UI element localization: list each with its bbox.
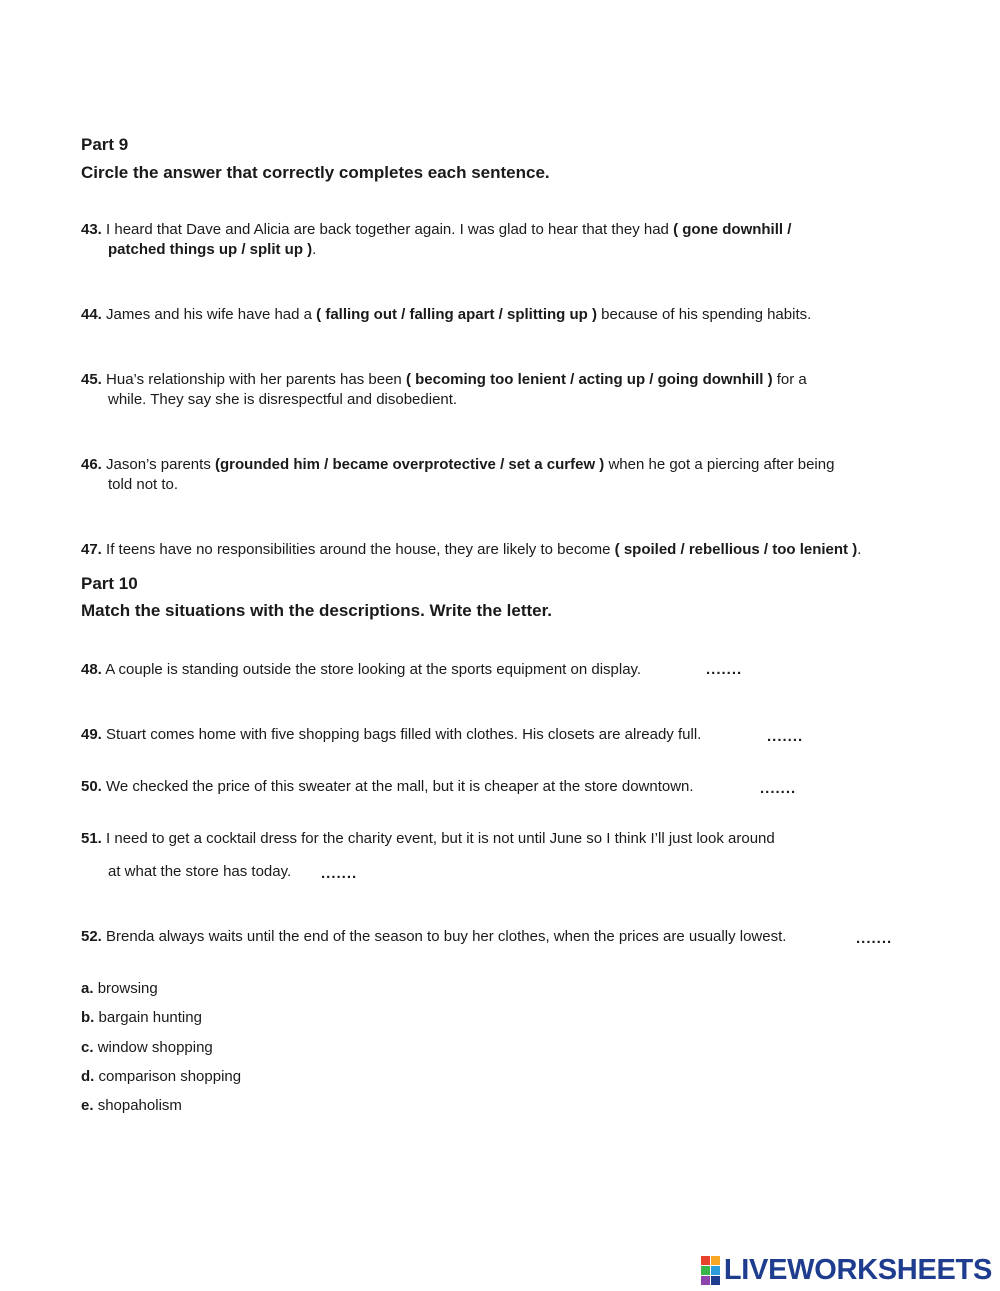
logo-text: LIVEWORKSHEETS [723, 1254, 992, 1286]
answer-choices[interactable]: ( spoiled / rebellious / too lenient ) [614, 541, 858, 558]
logo-block [711, 1266, 720, 1275]
question-text: at what the store has today. [108, 863, 292, 880]
question-51-line-1 [81, 829, 775, 849]
option-letter: e. [81, 1097, 94, 1114]
answer-choices[interactable]: (grounded him / became overprotective / set a curfew ) [215, 456, 605, 473]
option-letter: a. [81, 980, 94, 997]
option-text: window shopping [97, 1039, 213, 1056]
part-9-title: Part 9 [81, 135, 129, 154]
question-45-line-1 [81, 370, 807, 390]
part-9-instruction: Circle the answer that correctly completes each sentence. [81, 163, 550, 182]
answer-choices[interactable]: patched things up / split up ) [108, 241, 313, 258]
answer-blank-48[interactable]: ....... [706, 661, 743, 678]
question-text: told not to. [108, 476, 179, 493]
question-text: I heard that Dave and Alicia are back together again. I was glad to hear that they had [106, 221, 674, 238]
question-52 [81, 927, 786, 947]
logo-block [701, 1276, 710, 1285]
part-10-instruction: Match the situations with the descriptions. Write the letter. [81, 601, 553, 620]
option-text: comparison shopping [98, 1068, 242, 1085]
question-text: I need to get a cocktail dress for the charity event, but it is not until June so I think I’ll just look around [106, 830, 775, 847]
option-e [81, 1097, 182, 1114]
answer-choices[interactable]: ( becoming too lenient / acting up / going downhill ) [405, 371, 773, 388]
question-number: 45. [81, 371, 102, 388]
question-number: 43. [81, 221, 102, 238]
logo-block [711, 1276, 720, 1285]
question-50 [81, 777, 694, 797]
logo-block [701, 1266, 710, 1275]
question-number: 47. [81, 541, 102, 558]
question-text: because of his spending habits. [596, 306, 812, 323]
question-text: for a [772, 371, 807, 388]
question-number: 50. [81, 778, 102, 795]
question-number: 49. [81, 726, 102, 743]
question-46-line-2 [108, 475, 178, 495]
question-45-line-2 [108, 390, 457, 410]
question-49 [81, 725, 701, 745]
answer-choices[interactable]: ( gone downhill / [673, 221, 792, 238]
question-text: when he got a piercing after being [604, 456, 835, 473]
option-letter: d. [81, 1068, 95, 1085]
part-10-title: Part 10 [81, 574, 138, 593]
answer-blank-49[interactable]: ....... [767, 728, 804, 745]
option-a [81, 980, 158, 997]
question-46-line-1 [81, 455, 834, 475]
option-c [81, 1039, 213, 1056]
option-d [81, 1068, 241, 1085]
question-number: 46. [81, 456, 102, 473]
option-letter: b. [81, 1009, 95, 1026]
question-text: Hua’s relationship with her parents has been [106, 371, 406, 388]
question-text: James and his wife have had a [106, 306, 317, 323]
logo-blocks-icon [701, 1256, 720, 1285]
question-47 [81, 540, 861, 560]
answer-blank-52[interactable]: ....... [856, 930, 893, 947]
option-text: shopaholism [97, 1097, 182, 1114]
option-b [81, 1009, 202, 1026]
liveworksheets-logo [701, 1254, 992, 1287]
question-number: 52. [81, 928, 102, 945]
question-text: Stuart comes home with five shopping bags filled with clothes. His closets are already full. [106, 726, 702, 743]
question-text: If teens have no responsibilities around the house, they are likely to become [106, 541, 615, 558]
question-text: Jason’s parents [106, 456, 215, 473]
question-text: A couple is standing outside the store looking at the sports equipment on display. [105, 661, 642, 678]
question-text: Brenda always waits until the end of the season to buy her clothes, when the prices are usually lowest. [106, 928, 787, 945]
question-48 [81, 660, 641, 680]
question-44 [81, 305, 811, 325]
question-text: while. They say she is disrespectful and disobedient. [108, 391, 458, 408]
option-text: bargain hunting [98, 1009, 202, 1026]
answer-blank-50[interactable]: ....... [760, 780, 797, 797]
option-letter: c. [81, 1039, 94, 1056]
question-number: 48. [81, 661, 102, 678]
answer-choices[interactable]: ( falling out / falling apart / splitting up ) [316, 306, 597, 323]
answer-blank-51[interactable]: ....... [321, 865, 358, 882]
question-43-line-2 [108, 240, 316, 260]
logo-block [711, 1256, 720, 1265]
question-text: We checked the price of this sweater at the mall, but it is cheaper at the store downtown. [106, 778, 694, 795]
logo-block [701, 1256, 710, 1265]
question-number: 44. [81, 306, 102, 323]
question-text: . [857, 541, 862, 558]
question-number: 51. [81, 830, 102, 847]
question-43-line-1 [81, 220, 791, 240]
question-51-line-2 [108, 862, 291, 882]
question-text: . [312, 241, 317, 258]
option-text: browsing [97, 980, 158, 997]
